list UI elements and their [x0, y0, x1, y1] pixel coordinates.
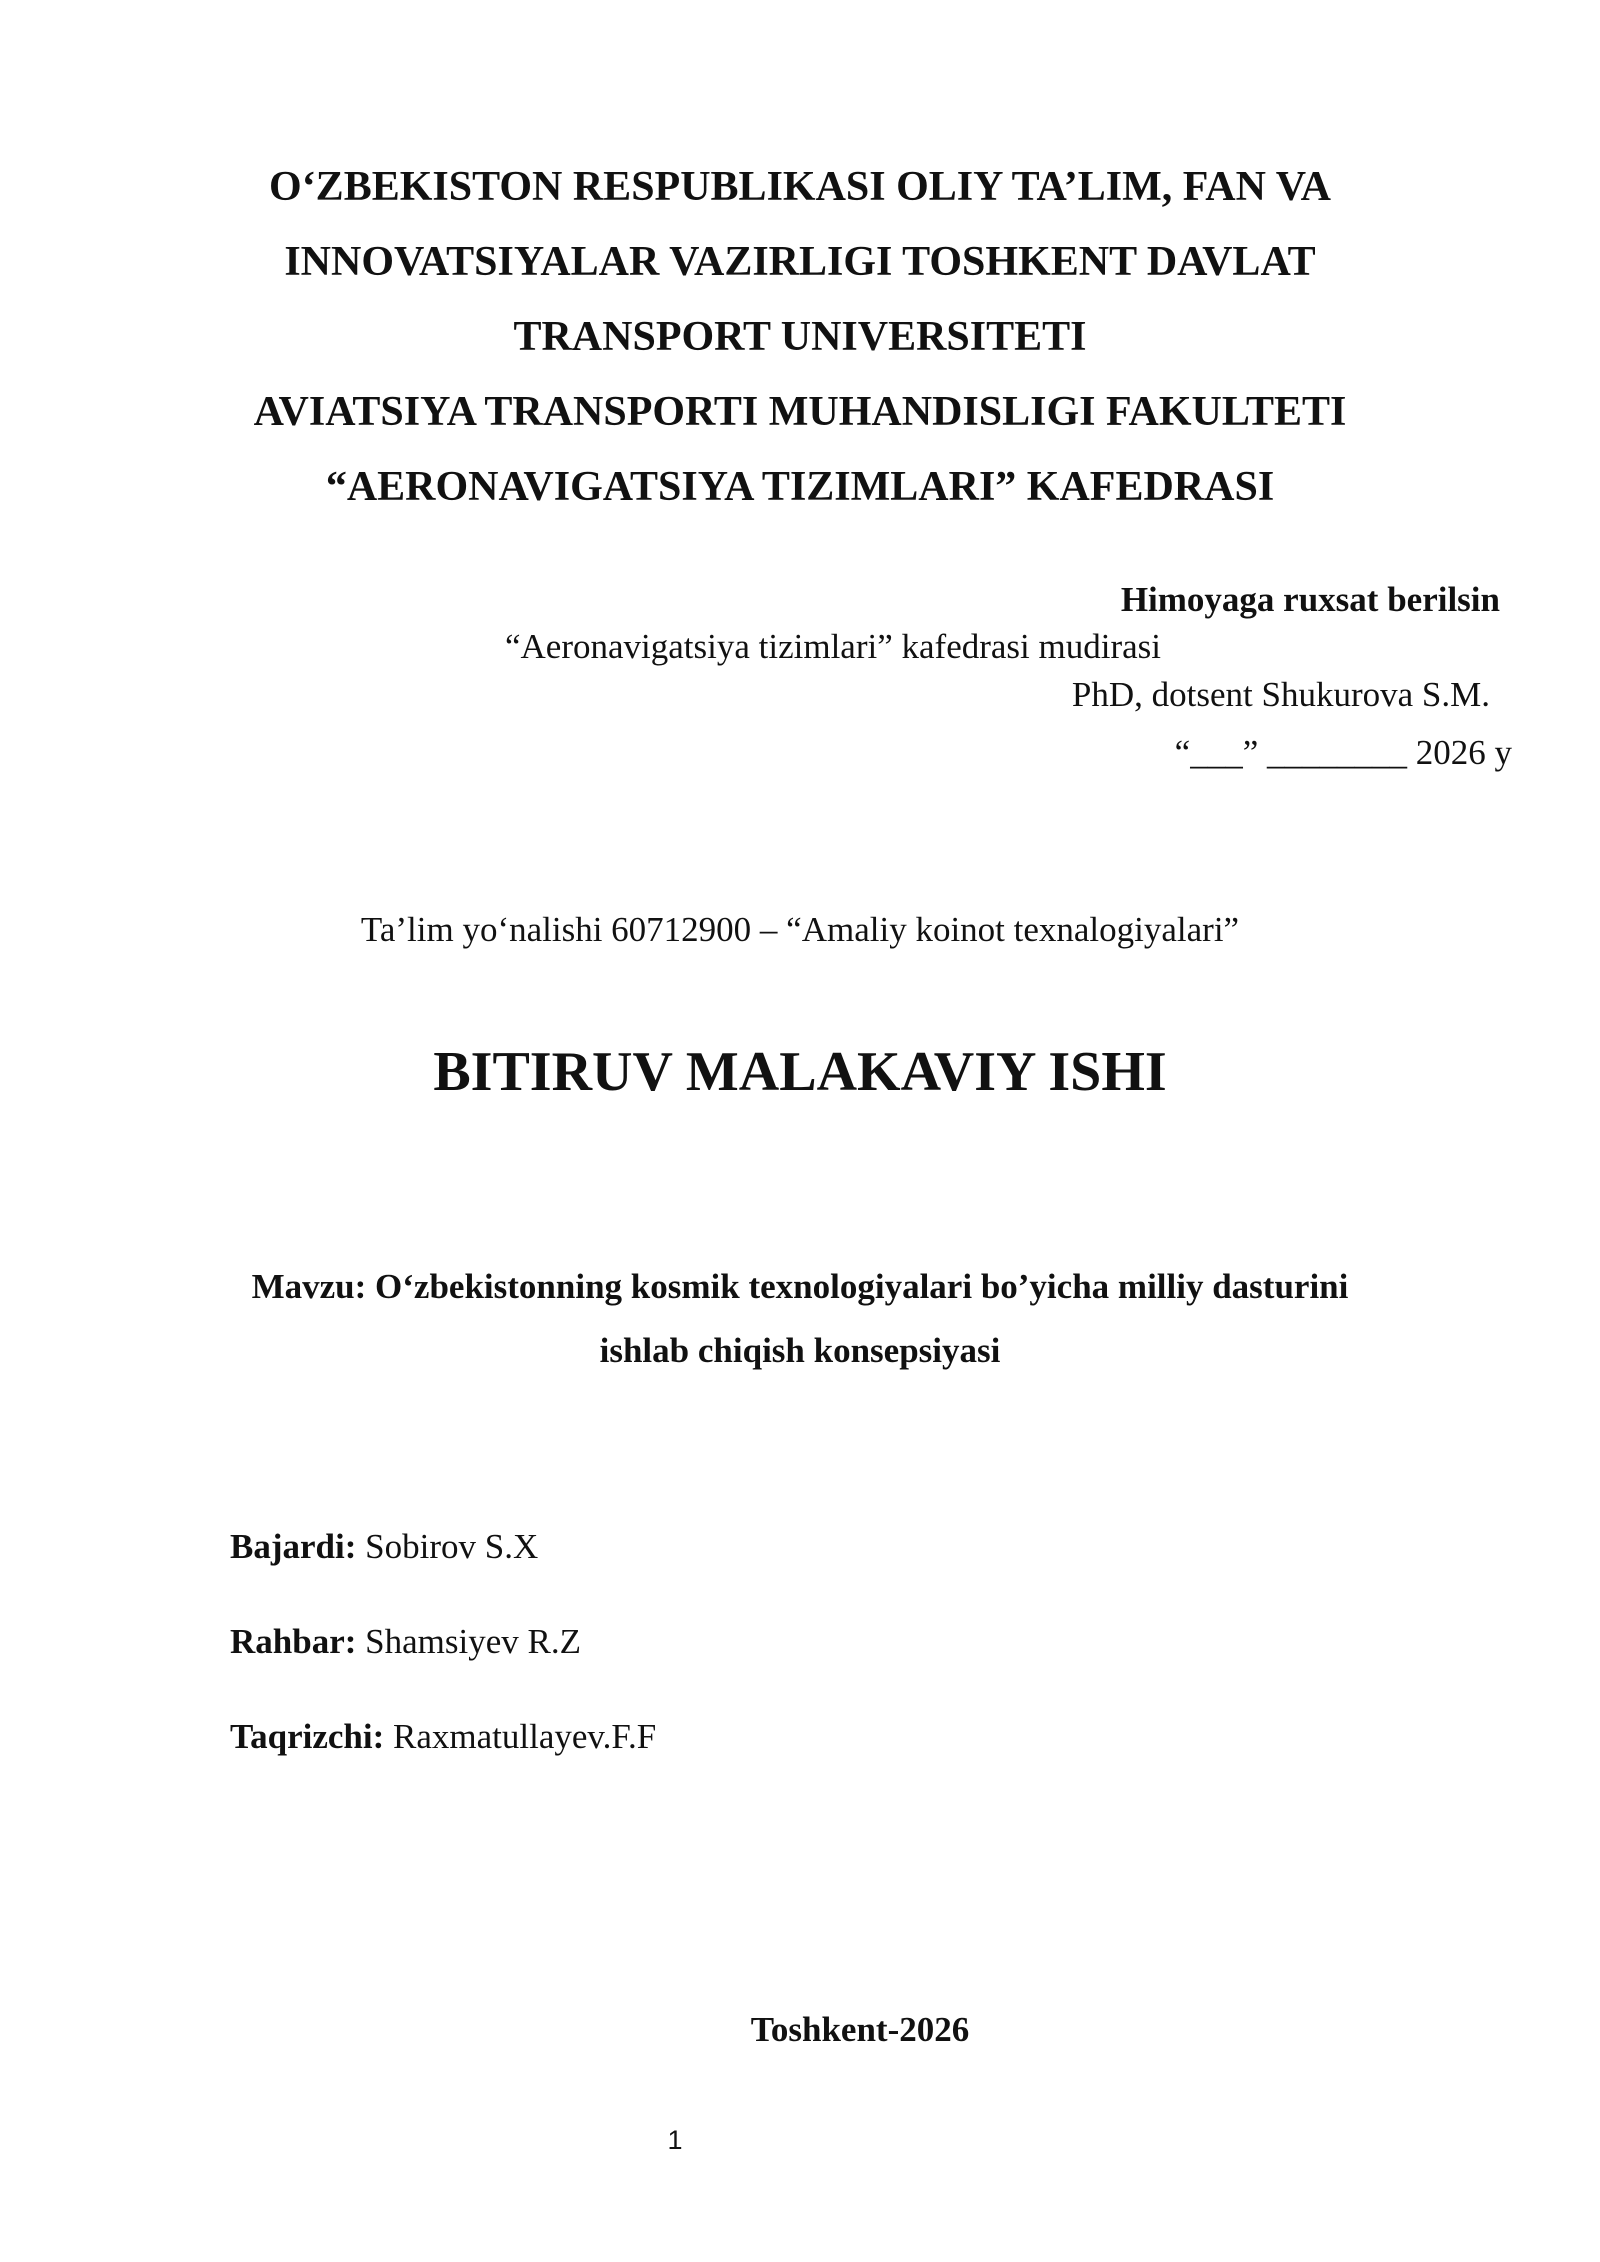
topic-line-2: ishlab chiqish konsepsiyasi	[599, 1331, 1001, 1370]
supervisor-row	[230, 1622, 581, 1662]
reviewer-label: Taqrizchi:	[230, 1717, 385, 1756]
supervisor-label: Rahbar:	[230, 1622, 357, 1661]
approval-head: PhD, dotsent Shukurova S.M.	[1071, 675, 1490, 714]
thesis-topic	[0, 1255, 1600, 1383]
header-line: O‘ZBEKISTON RESPUBLIKASI OLIY TA’LIM, FAN VA	[269, 164, 1331, 210]
study-direction: Ta’lim yo‘nalishi 60712900 – “Amaliy koinot texnalogiyalari”	[360, 910, 1240, 949]
topic-line-1: Mavzu: O‘zbekistonning kosmik texnologiyalari bo’yicha milliy dasturini	[251, 1267, 1349, 1306]
header-line: “AERONAVIGATSIYA TIZIMLARI” KAFEDRASI	[325, 464, 1275, 510]
header-line: INNOVATSIYALAR VAZIRLIGI TOSHKENT DAVLAT	[284, 239, 1316, 285]
institution-header	[0, 150, 1600, 525]
approval-department: “Aeronavigatsiya tizimlari” kafedrasi mudirasi	[505, 627, 1161, 666]
header-line: AVIATSIYA TRANSPORTI MUHANDISLIGI FAKULTETI	[253, 389, 1347, 435]
supervisor-name: Shamsiyev R.Z	[365, 1622, 581, 1661]
reviewer-name: Raxmatullayev.F.F	[393, 1717, 657, 1756]
header-line: TRANSPORT UNIVERSITETI	[513, 314, 1087, 360]
performer-row	[230, 1527, 538, 1567]
city-year: Toshkent-2026	[750, 2010, 970, 2049]
reviewer-row	[230, 1717, 656, 1757]
approval-date: “___” ________ 2026 y	[1174, 733, 1512, 772]
document-title: BITIRUV MALAKAVIY ISHI	[433, 1041, 1167, 1103]
page-number: 1	[667, 2125, 683, 2155]
performer-label: Bajardi:	[230, 1527, 357, 1566]
performer-name: Sobirov S.X	[365, 1527, 539, 1566]
approval-title: Himoyaga ruxsat berilsin	[1120, 580, 1500, 619]
